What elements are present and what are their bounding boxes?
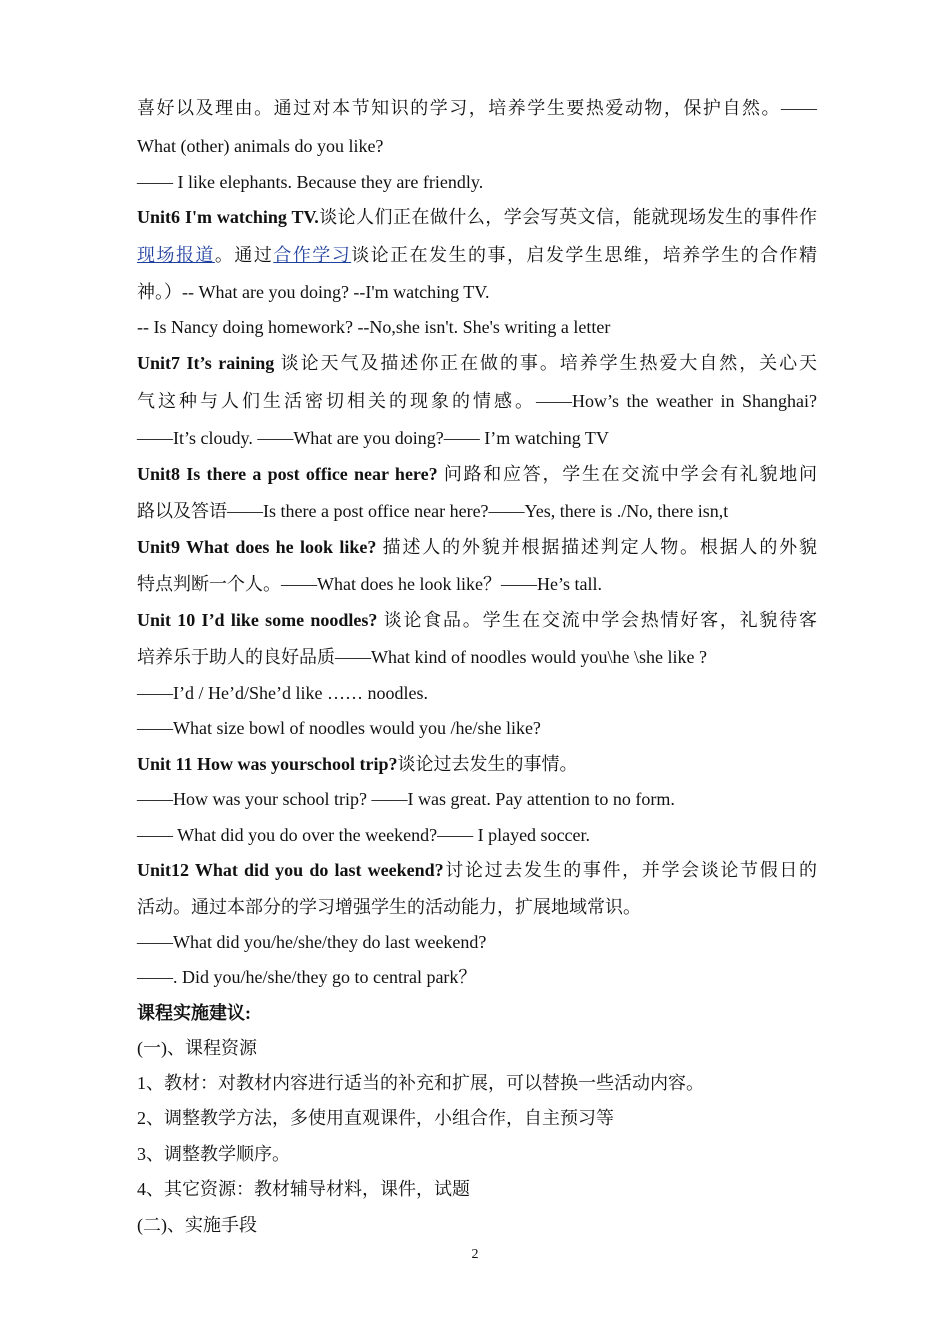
subsection-title: (一)、课程资源	[137, 1038, 257, 1058]
unit7-desc: 谈论天气及描述你正在做的事。培养学生热爱大自然，关心天	[274, 353, 818, 373]
page-number: 2	[471, 1247, 479, 1262]
unit6-line2	[137, 243, 817, 267]
text-line: ——It’s cloudy. ——What are you doing?—— I’m watching TV	[137, 428, 609, 448]
text-line: 路以及答语——Is there a post office near here?——Yes, there is ./No, there isn,t	[137, 501, 729, 521]
text-line: 神。）-- What are you doing? --I'm watching TV.	[137, 282, 490, 302]
unit9-line	[137, 535, 817, 559]
unit9-desc: 描述人的外貌并根据描述判定人物。根据人的外貌	[376, 537, 818, 557]
subsection-title: (二)、实施手段	[137, 1215, 257, 1235]
unit12-line	[137, 858, 817, 882]
unit11-desc: 谈论过去发生的事情。	[397, 754, 578, 774]
text-line: 特点判断一个人。——What does he look like？——He’s tall.	[137, 574, 602, 594]
text-line: ——. Did you/he/she/they go to central park？	[137, 967, 477, 987]
text-line: —— I like elephants. Because they are friendly.	[137, 172, 484, 192]
unit6-title: Unit6 I'm watching TV.	[137, 207, 319, 227]
text-line: ——What size bowl of noodles would you /he/she like?	[137, 718, 541, 738]
unit10-line	[137, 608, 817, 632]
unit10-desc: 谈论食品。学生在交流中学会热情好客，礼貌待客	[377, 610, 817, 630]
unit11-title: Unit 11 How was yourschool trip?	[137, 754, 398, 774]
unit6-desc: 谈论人们正在做什么，学会写英文信，能就现场发生的事件作	[318, 207, 817, 227]
text-line: 喜好以及理由。通过对本节知识的学习，培养学生要热爱动物，保护自然。——	[137, 98, 817, 118]
text-line: ——I’d / He’d/She’d like …… noodles.	[137, 683, 428, 703]
live-report-link[interactable]: 现场报道	[137, 245, 215, 265]
text-line: 气这种与人们生活密切相关的现象的情感。——How’s the weather in Shanghai?	[137, 391, 817, 411]
unit10-title: Unit 10 I’d like some noodles?	[137, 610, 378, 630]
text: 。通过	[214, 245, 274, 265]
text-line: ——What did you/he/she/they do last weekend?	[137, 932, 487, 952]
text-line: What (other) animals do you like?	[137, 136, 384, 156]
text-line: -- Is Nancy doing homework? --No,she isn't. She's writing a letter	[137, 317, 611, 337]
unit12-desc: 讨论过去发生的事件，并学会谈论节假日的	[443, 860, 818, 880]
text-line: ——How was your school trip? ——I was great. Pay attention to no form.	[137, 789, 675, 809]
unit12-title: Unit12 What did you do last weekend?	[137, 860, 444, 880]
unit8-line	[137, 462, 817, 486]
unit9-title: Unit9 What does he look like?	[137, 537, 377, 557]
unit6-line	[137, 205, 817, 229]
text-line: —— What did you do over the weekend?—— I played soccer.	[137, 825, 591, 845]
text: 谈论正在发生的事，启发学生思维，培养学生的合作精	[351, 245, 818, 265]
text-line: 培养乐于助人的良好品质——What kind of noodles would you\he \she like ?	[137, 647, 707, 667]
cooperative-learning-link[interactable]: 合作学习	[273, 245, 352, 265]
list-item: 1、教材：对教材内容进行适当的补充和扩展，可以替换一些活动内容。	[137, 1073, 704, 1093]
unit8-title: Unit8 Is there a post office near here?	[137, 464, 438, 484]
section-heading: 课程实施建议:	[137, 1003, 251, 1023]
list-item: 4、其它资源：教材辅导材料，课件，试题	[137, 1179, 470, 1199]
unit11-line	[137, 752, 817, 776]
list-item: 3、调整教学顺序。	[137, 1144, 290, 1164]
list-item: 2、调整教学方法，多使用直观课件，小组合作，自主预习等	[137, 1108, 614, 1128]
unit7-title: Unit7 It’s raining	[137, 353, 275, 373]
text-line: 活动。通过本部分的学习增强学生的活动能力，扩展地域常识。	[137, 897, 641, 917]
unit7-line	[137, 351, 817, 375]
unit8-desc: 问路和应答，学生在交流中学会有礼貌地问	[437, 464, 817, 484]
